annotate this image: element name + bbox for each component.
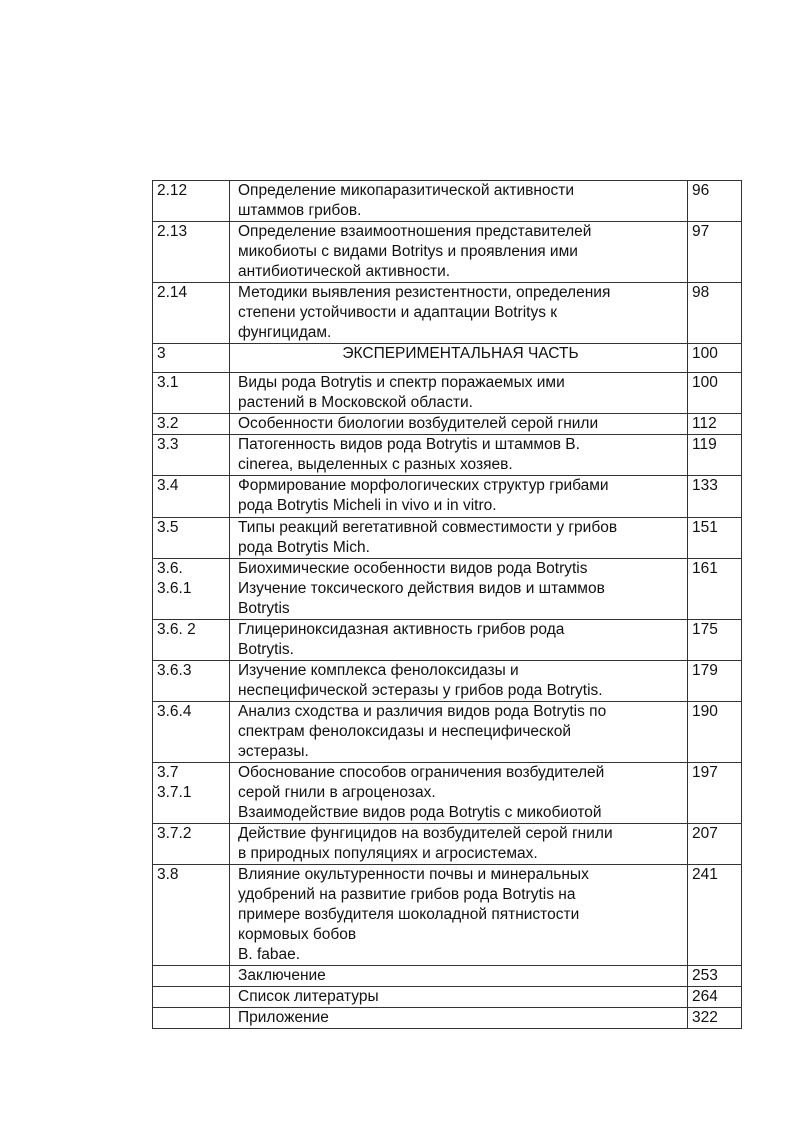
toc-row <box>153 344 742 373</box>
section-title: Патогенность видов рода Botrytis и штаммов B. cinerea, выделенных с разных хозяев. <box>230 435 688 476</box>
toc-row <box>153 373 742 414</box>
toc-row <box>153 620 742 661</box>
toc-row <box>153 283 742 344</box>
section-number: 2.12 <box>153 181 230 222</box>
section-title: Типы реакций вегетативной совместимости у грибов рода Botrytis Mich. <box>230 518 688 559</box>
section-number: 3.1 <box>153 373 230 414</box>
toc-row <box>153 414 742 435</box>
toc-row <box>153 702 742 763</box>
section-number: 3.6. 2 <box>153 620 230 661</box>
page-number: 97 <box>688 222 742 283</box>
toc-row <box>153 518 742 559</box>
page-number: 119 <box>688 435 742 476</box>
page-number: 207 <box>688 824 742 865</box>
section-number <box>153 1008 230 1029</box>
toc-row <box>153 824 742 865</box>
page-number: 96 <box>688 181 742 222</box>
section-number: 3 <box>153 344 230 373</box>
section-title: ЭКСПЕРИМЕНТАЛЬНАЯ ЧАСТЬ <box>230 344 688 373</box>
section-number: 3.6. 3.6.1 <box>153 559 230 620</box>
page-number: 253 <box>688 966 742 987</box>
section-number: 3.6.3 <box>153 661 230 702</box>
section-title: Виды рода Botrytis и спектр поражаемых ими растений в Московской области. <box>230 373 688 414</box>
toc-row <box>153 763 742 824</box>
section-title: Формирование морфологических структур грибами рода Botrytis Micheli in vivo и in vitro. <box>230 476 688 518</box>
page-number: 151 <box>688 518 742 559</box>
page-number: 190 <box>688 702 742 763</box>
section-title: Действие фунгицидов на возбудителей серой гнили в природных популяциях и агросистемах. <box>230 824 688 865</box>
toc-row <box>153 435 742 476</box>
section-number <box>153 966 230 987</box>
section-title: Определение микопаразитической активности штаммов грибов. <box>230 181 688 222</box>
section-title: Глицериноксидазная активность грибов рода Botrytis. <box>230 620 688 661</box>
section-number: 3.7 3.7.1 <box>153 763 230 824</box>
section-title: Анализ сходства и различия видов рода Botrytis по спектрам фенолоксидазы и неспецифической эстеразы. <box>230 702 688 763</box>
toc-row <box>153 661 742 702</box>
page-number: 161 <box>688 559 742 620</box>
section-title: Биохимические особенности видов рода Botrytis Изучение токсического действия видов и штаммов Botrytis <box>230 559 688 620</box>
page-number: 264 <box>688 987 742 1008</box>
section-title: Особенности биологии возбудителей серой гнили <box>230 414 688 435</box>
table-of-contents <box>152 180 742 1029</box>
section-number: 3.6.4 <box>153 702 230 763</box>
section-number: 3.3 <box>153 435 230 476</box>
section-number: 2.13 <box>153 222 230 283</box>
page-number: 133 <box>688 476 742 518</box>
toc-row <box>153 966 742 987</box>
toc-row <box>153 222 742 283</box>
section-number: 2.14 <box>153 283 230 344</box>
section-title: Список литературы <box>230 987 688 1008</box>
section-title: Приложение <box>230 1008 688 1029</box>
section-number: 3.4 <box>153 476 230 518</box>
page-number: 100 <box>688 373 742 414</box>
section-title: Влияние окультуренности почвы и минеральных удобрений на развитие грибов рода Botrytis на примере возбудителя шоколадной пятнистости кормовых бобов B. fabae. <box>230 865 688 966</box>
section-number <box>153 987 230 1008</box>
toc-row <box>153 1008 742 1029</box>
section-title: Заключение <box>230 966 688 987</box>
section-title: Методики выявления резистентности, определения степени устойчивости и адаптации Botritys к фунгицидам. <box>230 283 688 344</box>
page-number: 322 <box>688 1008 742 1029</box>
page-number: 175 <box>688 620 742 661</box>
page-number: 179 <box>688 661 742 702</box>
page-number: 197 <box>688 763 742 824</box>
section-number: 3.8 <box>153 865 230 966</box>
toc-row <box>153 559 742 620</box>
page-number: 112 <box>688 414 742 435</box>
page-number: 100 <box>688 344 742 373</box>
section-title: Определение взаимоотношения представителей микобиоты с видами Botritys и проявления ими антибиотической активности. <box>230 222 688 283</box>
page-number: 241 <box>688 865 742 966</box>
section-number: 3.2 <box>153 414 230 435</box>
toc-row <box>153 181 742 222</box>
toc-row <box>153 865 742 966</box>
section-title: Изучение комплекса фенолоксидазы и неспецифической эстеразы у грибов рода Botrytis. <box>230 661 688 702</box>
toc-row <box>153 987 742 1008</box>
section-title: Обоснование способов ограничения возбудителей серой гнили в агроценозах. Взаимодействие видов рода Botrytis с микобиотой <box>230 763 688 824</box>
section-number: 3.5 <box>153 518 230 559</box>
page-number: 98 <box>688 283 742 344</box>
toc-row <box>153 476 742 518</box>
section-number: 3.7.2 <box>153 824 230 865</box>
